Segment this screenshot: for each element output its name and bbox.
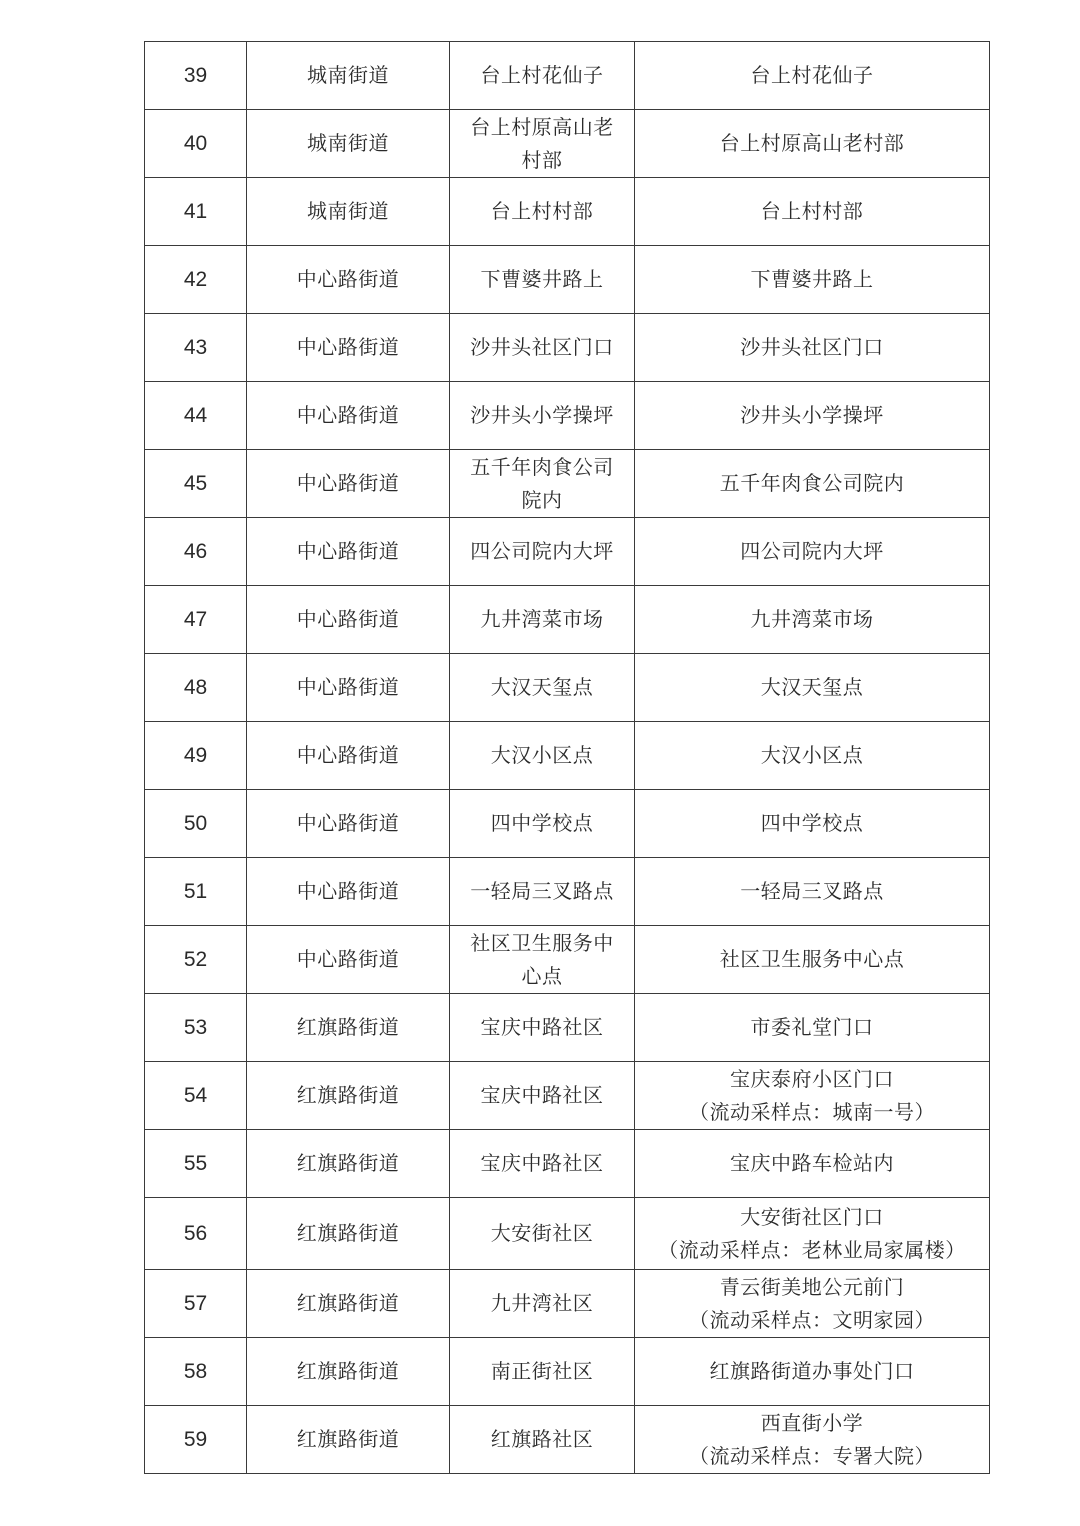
table-row [145, 382, 990, 450]
table-row [145, 518, 990, 586]
cell-community [450, 858, 635, 926]
cell-location [635, 654, 990, 722]
cell-number: 42 [145, 246, 247, 314]
cell-number: 51 [145, 858, 247, 926]
cell-location [635, 42, 990, 110]
cell-number: 43 [145, 314, 247, 382]
cell-location-line: 沙井头社区门口 [740, 335, 884, 359]
cell-community [450, 790, 635, 858]
cell-community-line: 沙井头社区门口 [470, 335, 614, 359]
cell-location [635, 790, 990, 858]
table-row [145, 246, 990, 314]
cell-street: 中心路街道 [247, 450, 450, 518]
cell-street: 中心路街道 [247, 246, 450, 314]
table-row [145, 314, 990, 382]
cell-location [635, 314, 990, 382]
cell-street: 红旗路街道 [247, 1270, 450, 1338]
table-row [145, 178, 990, 246]
table-body [145, 42, 990, 1474]
cell-street: 红旗路街道 [247, 1198, 450, 1270]
cell-number: 44 [145, 382, 247, 450]
cell-location [635, 1406, 990, 1474]
cell-community-line: 宝庆中路社区 [480, 1015, 604, 1039]
cell-location-line: 大安街社区门口 [740, 1204, 884, 1229]
cell-location [635, 586, 990, 654]
cell-location [635, 858, 990, 926]
cell-location-line: 市委礼堂门口 [750, 1015, 874, 1039]
cell-location [635, 518, 990, 586]
sampling-points-page [144, 41, 989, 1474]
cell-number: 52 [145, 926, 247, 994]
cell-location-line: 宝庆泰府小区门口 [730, 1066, 894, 1091]
cell-location [635, 722, 990, 790]
cell-community-line: 南正街社区 [490, 1359, 594, 1383]
cell-community [450, 926, 635, 994]
cell-location-line: 九井湾菜市场 [750, 607, 874, 631]
cell-community-line: 心点 [521, 963, 563, 988]
cell-number: 47 [145, 586, 247, 654]
cell-community-line: 四公司院内大坪 [470, 539, 614, 563]
cell-community-line: 大安街社区 [490, 1221, 594, 1245]
cell-number: 40 [145, 110, 247, 178]
cell-location [635, 1270, 990, 1338]
table-row [145, 1130, 990, 1198]
cell-number: 58 [145, 1338, 247, 1406]
cell-community [450, 1198, 635, 1270]
sampling-points-table [144, 41, 990, 1474]
cell-number: 55 [145, 1130, 247, 1198]
cell-community [450, 42, 635, 110]
cell-street: 城南街道 [247, 178, 450, 246]
cell-location-line: 青云街美地公元前门 [719, 1274, 905, 1299]
cell-community [450, 110, 635, 178]
cell-number: 49 [145, 722, 247, 790]
table-row [145, 1062, 990, 1130]
table-row [145, 722, 990, 790]
cell-street: 红旗路街道 [247, 1130, 450, 1198]
table-row [145, 858, 990, 926]
cell-location [635, 1062, 990, 1130]
cell-community [450, 654, 635, 722]
table-row [145, 1198, 990, 1270]
cell-community-line: 台上村村部 [490, 199, 594, 223]
table-row [145, 110, 990, 178]
cell-number: 50 [145, 790, 247, 858]
cell-location-line: 社区卫生服务中心点 [719, 947, 905, 971]
cell-number: 59 [145, 1406, 247, 1474]
cell-street: 中心路街道 [247, 790, 450, 858]
cell-street: 中心路街道 [247, 654, 450, 722]
cell-community [450, 450, 635, 518]
cell-location [635, 110, 990, 178]
table-row [145, 450, 990, 518]
cell-community-line: 红旗路社区 [490, 1427, 594, 1451]
cell-location-line: （流动采样点：城南一号） [689, 1099, 935, 1124]
table-row [145, 42, 990, 110]
cell-number: 41 [145, 178, 247, 246]
cell-location-line: 一轻局三叉路点 [740, 879, 884, 903]
cell-location-line: 下曹婆井路上 [750, 267, 874, 291]
cell-community-line: 大汉小区点 [490, 743, 594, 767]
cell-community [450, 1338, 635, 1406]
table-row [145, 1338, 990, 1406]
cell-number: 53 [145, 994, 247, 1062]
cell-location-line: 五千年肉食公司院内 [719, 471, 905, 495]
cell-location [635, 450, 990, 518]
cell-community-line: 宝庆中路社区 [480, 1083, 604, 1107]
cell-location-line: 台上村原高山老村部 [719, 131, 905, 155]
cell-location-line: （流动采样点：专署大院） [689, 1443, 935, 1468]
cell-community-line: 台上村原高山老 [470, 114, 614, 139]
cell-location-line: 红旗路街道办事处门口 [709, 1359, 915, 1383]
table-row [145, 994, 990, 1062]
cell-community-line: 沙井头小学操坪 [470, 403, 614, 427]
cell-location-line: 西直街小学 [760, 1410, 864, 1435]
cell-street: 中心路街道 [247, 382, 450, 450]
cell-community-line: 院内 [521, 487, 563, 512]
cell-street: 中心路街道 [247, 518, 450, 586]
cell-location [635, 994, 990, 1062]
cell-community-line: 一轻局三叉路点 [470, 879, 614, 903]
cell-community-line: 九井湾社区 [490, 1291, 594, 1315]
cell-street: 红旗路街道 [247, 1062, 450, 1130]
cell-number: 56 [145, 1198, 247, 1270]
cell-street: 城南街道 [247, 110, 450, 178]
cell-location [635, 926, 990, 994]
cell-community-line: 社区卫生服务中 [470, 930, 614, 955]
cell-community [450, 994, 635, 1062]
cell-community [450, 586, 635, 654]
cell-location [635, 1130, 990, 1198]
cell-community [450, 246, 635, 314]
cell-community [450, 382, 635, 450]
cell-location-line: 四公司院内大坪 [740, 539, 884, 563]
cell-community [450, 178, 635, 246]
cell-street: 中心路街道 [247, 858, 450, 926]
cell-community-line: 台上村花仙子 [480, 63, 604, 87]
cell-street: 中心路街道 [247, 586, 450, 654]
cell-number: 54 [145, 1062, 247, 1130]
cell-location-line: 台上村花仙子 [750, 63, 874, 87]
cell-community [450, 1062, 635, 1130]
table-row [145, 926, 990, 994]
table-row [145, 790, 990, 858]
cell-location [635, 178, 990, 246]
cell-community [450, 1406, 635, 1474]
cell-street: 中心路街道 [247, 722, 450, 790]
cell-location-line: 宝庆中路车检站内 [730, 1151, 894, 1175]
cell-location [635, 1198, 990, 1270]
cell-community [450, 1130, 635, 1198]
cell-community [450, 1270, 635, 1338]
table-row [145, 1270, 990, 1338]
table-row [145, 654, 990, 722]
cell-location-line: （流动采样点：老林业局家属楼） [658, 1237, 966, 1262]
cell-number: 46 [145, 518, 247, 586]
cell-community [450, 314, 635, 382]
cell-location [635, 1338, 990, 1406]
cell-location-line: （流动采样点：文明家园） [689, 1307, 935, 1332]
cell-street: 红旗路街道 [247, 1406, 450, 1474]
cell-location-line: 大汉小区点 [760, 743, 864, 767]
cell-street: 红旗路街道 [247, 994, 450, 1062]
cell-community [450, 518, 635, 586]
cell-number: 48 [145, 654, 247, 722]
cell-street: 中心路街道 [247, 926, 450, 994]
cell-number: 39 [145, 42, 247, 110]
cell-number: 57 [145, 1270, 247, 1338]
cell-community-line: 村部 [521, 147, 563, 172]
table-row [145, 1406, 990, 1474]
cell-location [635, 382, 990, 450]
cell-community-line: 九井湾菜市场 [480, 607, 604, 631]
cell-location [635, 246, 990, 314]
cell-street: 中心路街道 [247, 314, 450, 382]
cell-community-line: 四中学校点 [490, 811, 594, 835]
cell-community-line: 宝庆中路社区 [480, 1151, 604, 1175]
cell-community-line: 大汉天玺点 [490, 675, 594, 699]
cell-street: 城南街道 [247, 42, 450, 110]
cell-community-line: 下曹婆井路上 [480, 267, 604, 291]
cell-street: 红旗路街道 [247, 1338, 450, 1406]
cell-community [450, 722, 635, 790]
cell-community-line: 五千年肉食公司 [470, 454, 614, 479]
cell-location-line: 台上村村部 [760, 199, 864, 223]
table-row [145, 586, 990, 654]
cell-location-line: 大汉天玺点 [760, 675, 864, 699]
cell-location-line: 四中学校点 [760, 811, 864, 835]
cell-number: 45 [145, 450, 247, 518]
cell-location-line: 沙井头小学操坪 [740, 403, 884, 427]
